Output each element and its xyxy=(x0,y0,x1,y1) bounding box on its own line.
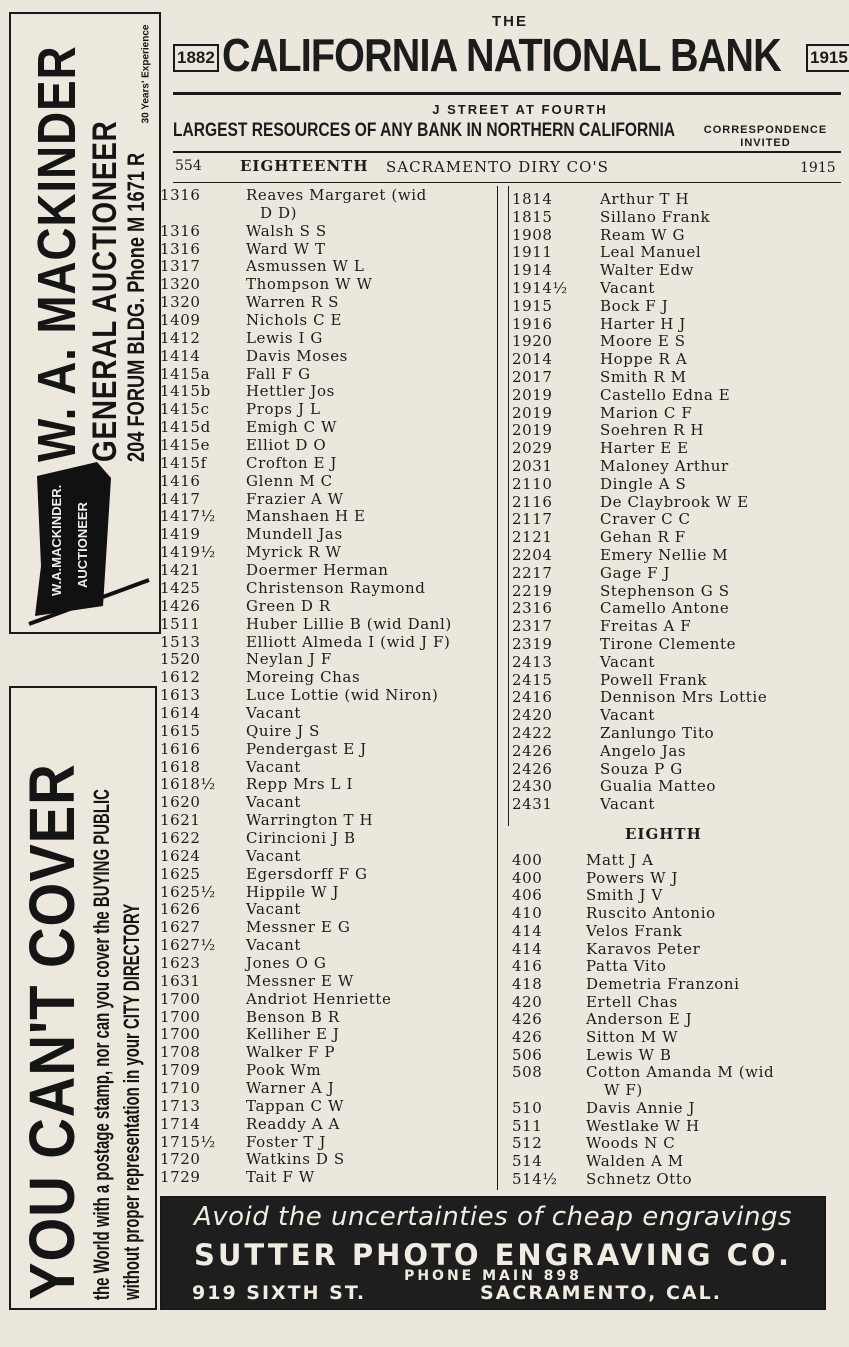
resident-name: D D) xyxy=(260,203,298,222)
resident-name: Kelliher E J xyxy=(246,1025,340,1044)
resident-name: Emery Nellie M xyxy=(600,546,729,564)
resident-name: Quire J S xyxy=(246,721,321,740)
house-number: 2204 xyxy=(512,546,553,564)
resident-name: Warren R S xyxy=(246,293,340,312)
house-number: 2426 xyxy=(512,741,553,760)
resident-name: Cirincioni J B xyxy=(246,828,356,847)
resident-name: Hoppe R A xyxy=(600,350,688,369)
resident-name: Emigh C W xyxy=(246,418,338,437)
bank-address: J STREET AT FOURTH xyxy=(432,102,608,117)
resident-name: Gehan R F xyxy=(600,528,686,547)
bank-slogan: LARGEST RESOURCES OF ANY BANK IN NORTHERN CALIFORNIA xyxy=(173,120,676,141)
house-number: 1815 xyxy=(512,207,553,226)
house-number: 1416 xyxy=(160,471,201,490)
house-number: 1614 xyxy=(160,703,201,722)
resident-name: Elliott Almeda I (wid J F) xyxy=(246,632,451,651)
resident-name: Tirone Clemente xyxy=(600,635,737,653)
mackinder-title: GENERAL AUCTIONEER xyxy=(86,120,124,462)
house-number: 1700 xyxy=(160,1025,201,1044)
house-number: 426 xyxy=(512,1028,543,1046)
resident-name: Ertell Chas xyxy=(586,992,678,1011)
house-number: 1615 xyxy=(160,721,201,740)
mackinder-flag-name: W.A.MACKINDER. xyxy=(49,484,64,596)
resident-name: Jones O G xyxy=(246,953,327,972)
bank-correspondence: CORRESPONDENCE INVITED xyxy=(703,124,828,149)
section-heading-eighth: EIGHTH xyxy=(625,825,702,843)
resident-name: Harter H J xyxy=(600,314,686,333)
resident-name: Matt J A xyxy=(586,851,654,869)
resident-name: Green D R xyxy=(246,596,331,615)
resident-name: Powell Frank xyxy=(600,670,708,689)
resident-name: Walsh S S xyxy=(246,221,327,240)
resident-name: Messner E W xyxy=(246,971,354,990)
house-number: 1908 xyxy=(512,225,553,244)
resident-name: Huber Lillie B (wid Danl) xyxy=(246,614,452,633)
house-number: 1715½ xyxy=(160,1132,216,1151)
resident-name: Stephenson G S xyxy=(600,581,730,600)
house-number: 1316 xyxy=(160,239,201,258)
resident-name: Thompson W W xyxy=(246,275,373,294)
house-number: 410 xyxy=(512,904,543,923)
mackinder-name: W. A. MACKINDER xyxy=(27,45,87,462)
resident-name: W F) xyxy=(604,1081,643,1100)
house-number: 1316 xyxy=(160,221,201,240)
resident-name: Ruscito Antonio xyxy=(586,904,716,923)
resident-name: Moreing Chas xyxy=(246,668,361,687)
street-heading: EIGHTEENTH xyxy=(240,157,369,175)
resident-name: Ream W G xyxy=(600,225,686,244)
house-number: 1618½ xyxy=(160,775,216,794)
house-number: 1415d xyxy=(160,418,211,437)
resident-name: Velos Frank xyxy=(586,921,683,940)
house-number: 1625 xyxy=(160,864,201,883)
sutter-engraving-ad xyxy=(160,1196,826,1310)
directory-title: SACRAMENTO DIRY CO'S xyxy=(386,158,609,176)
house-number: 1714 xyxy=(160,1114,201,1133)
house-number: 1415e xyxy=(160,436,211,455)
house-number: 1627½ xyxy=(160,936,216,955)
resident-name: Vacant xyxy=(600,652,656,671)
house-number: 1613 xyxy=(160,686,201,705)
house-number: 1616 xyxy=(160,739,201,758)
resident-name: Vacant xyxy=(600,795,656,814)
house-number: 2420 xyxy=(512,706,553,725)
house-number: 2316 xyxy=(512,599,553,618)
resident-name: Luce Lottie (wid Niron) xyxy=(246,686,439,705)
resident-name: Vacant xyxy=(246,757,302,776)
resident-name: Demetria Franzoni xyxy=(586,974,740,993)
house-number: 2317 xyxy=(512,617,553,636)
house-number: 1626 xyxy=(160,900,201,919)
resident-name: Glenn M C xyxy=(246,471,333,490)
house-number: 1320 xyxy=(160,293,201,312)
house-number: 1623 xyxy=(160,953,201,972)
resident-name: Vacant xyxy=(246,846,302,865)
house-number: 2217 xyxy=(512,563,553,582)
resident-name: Dingle A S xyxy=(600,474,687,493)
house-number: 1618 xyxy=(160,757,201,776)
house-number: 1713 xyxy=(160,1096,201,1115)
house-number: 2019 xyxy=(512,385,553,404)
house-number: 1415c xyxy=(160,400,210,419)
house-number: 2117 xyxy=(512,510,553,529)
house-number: 400 xyxy=(512,851,543,869)
resident-name: Neylan J F xyxy=(246,650,332,669)
resident-name: Dennison Mrs Lottie xyxy=(600,688,768,707)
resident-name: Zanlungo Tito xyxy=(600,724,715,742)
resident-name: Sillano Frank xyxy=(600,207,711,226)
house-number: 1621 xyxy=(160,811,201,830)
resident-name: Warner A J xyxy=(246,1079,335,1097)
bank-year-right: 1915 xyxy=(806,44,849,72)
house-number: 2431 xyxy=(512,795,553,814)
resident-name: Craver C C xyxy=(600,510,691,529)
house-number: 420 xyxy=(512,992,543,1011)
house-number: 1414 xyxy=(160,346,201,365)
resident-name: Pendergast E J xyxy=(246,739,367,758)
resident-name: Moore E S xyxy=(600,332,686,351)
resident-name: Doermer Herman xyxy=(246,561,389,580)
resident-name: Egersdorff F G xyxy=(246,864,368,883)
resident-name: Vacant xyxy=(246,900,302,919)
resident-name: Vacant xyxy=(246,793,302,812)
column-divider xyxy=(497,186,498,1190)
resident-name: Manshaen H E xyxy=(246,507,366,526)
house-number: 514 xyxy=(512,1151,543,1170)
bank-the: THE xyxy=(492,13,528,30)
house-number: 2415 xyxy=(512,670,553,689)
directory-ad xyxy=(9,686,157,1310)
house-number: 511 xyxy=(512,1116,543,1135)
resident-name: Camello Antone xyxy=(600,599,730,618)
house-number: 2017 xyxy=(512,368,553,386)
resident-name: Schnetz Otto xyxy=(586,1169,693,1188)
resident-name: Lewis W B xyxy=(586,1045,672,1064)
house-number: 1520 xyxy=(160,650,201,669)
house-number: 2014 xyxy=(512,350,553,369)
house-number: 1513 xyxy=(160,632,201,651)
sutter-address: 919 SIXTH ST. xyxy=(192,1282,367,1304)
house-number: 2121 xyxy=(512,528,553,547)
house-number: 1415f xyxy=(160,453,207,472)
resident-name: Leal Manuel xyxy=(600,243,702,262)
mackinder-flag-title: AUCTIONEER xyxy=(75,502,90,588)
house-number: 414 xyxy=(512,939,543,958)
resident-name: Andriot Henriette xyxy=(246,989,392,1008)
resident-name: Arthur T H xyxy=(600,190,690,208)
directory-ad-line2: the World with a postage stamp, nor can you cover the BUYING PUBLIC xyxy=(89,789,114,1300)
running-head-rule xyxy=(173,182,841,183)
resident-name: Mundell Jas xyxy=(246,525,343,544)
mackinder-experience: 30 Years' Experience xyxy=(140,24,152,124)
resident-name: Watkins D S xyxy=(246,1150,345,1169)
column-number-divider xyxy=(508,186,509,826)
directory-ad-text-block xyxy=(15,694,151,1300)
resident-name: De Claybrook W E xyxy=(600,492,749,511)
resident-name: Myrick R W xyxy=(246,543,342,562)
house-number: 2426 xyxy=(512,759,553,778)
house-number: 1417½ xyxy=(160,507,216,526)
house-number: 1426 xyxy=(160,596,201,615)
house-number: 1729 xyxy=(160,1168,201,1187)
resident-name: Christenson Raymond xyxy=(246,578,426,597)
resident-name: Sitton M W xyxy=(586,1028,679,1046)
house-number: 1320 xyxy=(160,275,201,294)
house-number: 416 xyxy=(512,957,543,976)
resident-name: Anderson E J xyxy=(586,1010,693,1029)
house-number: 406 xyxy=(512,886,543,905)
resident-name: Fall F G xyxy=(246,364,311,383)
house-number: 2116 xyxy=(512,492,553,511)
house-number: 1911 xyxy=(512,243,553,262)
resident-name: Woods N C xyxy=(586,1134,676,1153)
resident-name: Vacant xyxy=(600,706,656,725)
house-number: 2219 xyxy=(512,581,553,600)
resident-name: Hippile W J xyxy=(246,882,340,901)
resident-name: Bock F J xyxy=(600,296,669,315)
house-number: 1624 xyxy=(160,846,201,865)
resident-name: Freitas A F xyxy=(600,617,692,636)
mackinder-address: 204 FORUM BLDG. Phone M 1671 R xyxy=(123,152,150,462)
house-number: 1425 xyxy=(160,578,201,597)
sutter-tagline: Avoid the uncertainties of cheap engravings xyxy=(193,1202,793,1232)
resident-name: Westlake W H xyxy=(586,1116,700,1135)
house-number: 1920 xyxy=(512,332,553,351)
house-number: 512 xyxy=(512,1134,543,1153)
house-number: 1625½ xyxy=(160,882,216,901)
resident-name: Walker F P xyxy=(246,1043,336,1062)
house-number: 1916 xyxy=(512,314,553,333)
resident-name: Benson B R xyxy=(246,1007,340,1026)
house-number: 1409 xyxy=(160,311,201,330)
resident-name: Smith J V xyxy=(586,886,663,905)
resident-name: Soehren R H xyxy=(600,421,705,440)
house-number: 1915 xyxy=(512,296,553,315)
house-number: 1631 xyxy=(160,971,201,990)
resident-name: Karavos Peter xyxy=(586,939,701,958)
sutter-name: SUTTER PHOTO ENGRAVING CO. xyxy=(193,1238,793,1272)
resident-name: Smith R M xyxy=(600,368,687,386)
resident-name: Vacant xyxy=(600,279,656,297)
resident-name: Castello Edna E xyxy=(600,385,731,404)
directory-year: 1915 xyxy=(800,160,836,176)
house-number: 1708 xyxy=(160,1043,201,1062)
house-number: 1419 xyxy=(160,525,201,544)
house-number: 2110 xyxy=(512,474,553,493)
house-number: 2430 xyxy=(512,777,553,796)
resident-name: Elliot D O xyxy=(246,436,327,455)
resident-name: Messner E G xyxy=(246,918,351,937)
resident-name: Lewis I G xyxy=(246,328,324,347)
house-number: 2029 xyxy=(512,439,553,458)
house-number: 514½ xyxy=(512,1169,558,1188)
house-number: 1914 xyxy=(512,261,553,280)
house-number: 2319 xyxy=(512,635,553,653)
resident-name: Cotton Amanda M (wid xyxy=(586,1063,775,1082)
house-number: 506 xyxy=(512,1045,543,1064)
house-number: 1421 xyxy=(160,561,201,580)
resident-name: Crofton E J xyxy=(246,453,338,472)
resident-name: Patta Vito xyxy=(586,957,667,976)
house-number: 400 xyxy=(512,868,543,887)
resident-name: Tappan C W xyxy=(246,1096,345,1115)
header-rule xyxy=(173,92,841,95)
house-number: 1700 xyxy=(160,1007,201,1026)
bank-year-left: 1882 xyxy=(173,44,219,72)
resident-name: Nichols C E xyxy=(246,311,343,330)
resident-name: Vacant xyxy=(246,936,302,955)
house-number: 1709 xyxy=(160,1061,201,1080)
house-number: 1620 xyxy=(160,793,201,812)
resident-name: Angelo Jas xyxy=(600,741,687,760)
house-number: 426 xyxy=(512,1010,543,1029)
house-number: 2031 xyxy=(512,457,553,475)
resident-name: Hettler Jos xyxy=(246,382,335,401)
resident-name: Walden A M xyxy=(586,1151,684,1170)
resident-name: Gage F J xyxy=(600,563,671,582)
house-number: 1710 xyxy=(160,1079,201,1097)
house-number: 2416 xyxy=(512,688,553,707)
resident-name: Walter Edw xyxy=(600,261,695,280)
house-number: 510 xyxy=(512,1098,543,1117)
house-number: 418 xyxy=(512,974,543,993)
resident-name: Harter E E xyxy=(600,439,689,458)
house-number: 1317 xyxy=(160,257,201,276)
house-number: 1417 xyxy=(160,489,201,508)
mackinder-ad xyxy=(9,12,161,634)
auctioneer-flag-icon xyxy=(15,456,155,630)
resident-name: Warrington T H xyxy=(246,811,374,830)
house-number: 1415b xyxy=(160,382,211,401)
resident-name: Davis Annie J xyxy=(586,1098,696,1117)
house-number: 1415a xyxy=(160,364,211,383)
house-number: 1612 xyxy=(160,668,201,687)
resident-name: Maloney Arthur xyxy=(600,457,729,475)
resident-name: Pook Wm xyxy=(246,1061,322,1080)
resident-name: Readdy A A xyxy=(246,1114,340,1133)
house-number: 1622 xyxy=(160,828,201,847)
resident-name: Marion C F xyxy=(600,403,693,422)
house-number: 1700 xyxy=(160,989,201,1008)
resident-name: Asmussen W L xyxy=(246,257,365,276)
resident-name: Davis Moses xyxy=(246,346,348,365)
resident-name: Repp Mrs L I xyxy=(246,775,353,794)
resident-name: Gualia Matteo xyxy=(600,777,716,796)
house-number: 414 xyxy=(512,921,543,940)
house-number: 2422 xyxy=(512,724,553,742)
house-number: 1316 xyxy=(160,186,201,204)
directory-ad-headline: YOU CAN'T COVER xyxy=(16,763,88,1300)
house-number: 1720 xyxy=(160,1150,201,1169)
directory-ad-line3: without proper representation in your CITY DIRECTORY xyxy=(119,903,144,1300)
house-number: 1412 xyxy=(160,328,201,347)
resident-name: Foster T J xyxy=(246,1132,326,1151)
resident-name: Vacant xyxy=(246,703,302,722)
sutter-city: SACRAMENTO, CAL. xyxy=(480,1282,722,1304)
house-number: 1511 xyxy=(160,614,201,633)
house-number: 1814 xyxy=(512,190,553,208)
house-number: 2019 xyxy=(512,403,553,422)
sutter-phone: PHONE MAIN 898 xyxy=(404,1268,582,1284)
house-number: 1627 xyxy=(160,918,201,937)
resident-name: Powers W J xyxy=(586,868,679,887)
resident-name: Props J L xyxy=(246,400,321,419)
resident-name: Frazier A W xyxy=(246,489,344,508)
house-number: 2413 xyxy=(512,652,553,671)
resident-name: Ward W T xyxy=(246,239,326,258)
house-number: 1914½ xyxy=(512,279,568,297)
house-number: 508 xyxy=(512,1063,543,1082)
bank-name: CALIFORNIA NATIONAL BANK xyxy=(222,29,781,81)
house-number: 1419½ xyxy=(160,543,216,562)
resident-name: Reaves Margaret (wid xyxy=(246,186,427,204)
resident-name: Souza P G xyxy=(600,759,683,778)
page-number: 554 xyxy=(175,158,202,174)
house-number: 2019 xyxy=(512,421,553,440)
header-rule-2 xyxy=(173,151,841,153)
resident-name: Tait F W xyxy=(246,1168,315,1187)
